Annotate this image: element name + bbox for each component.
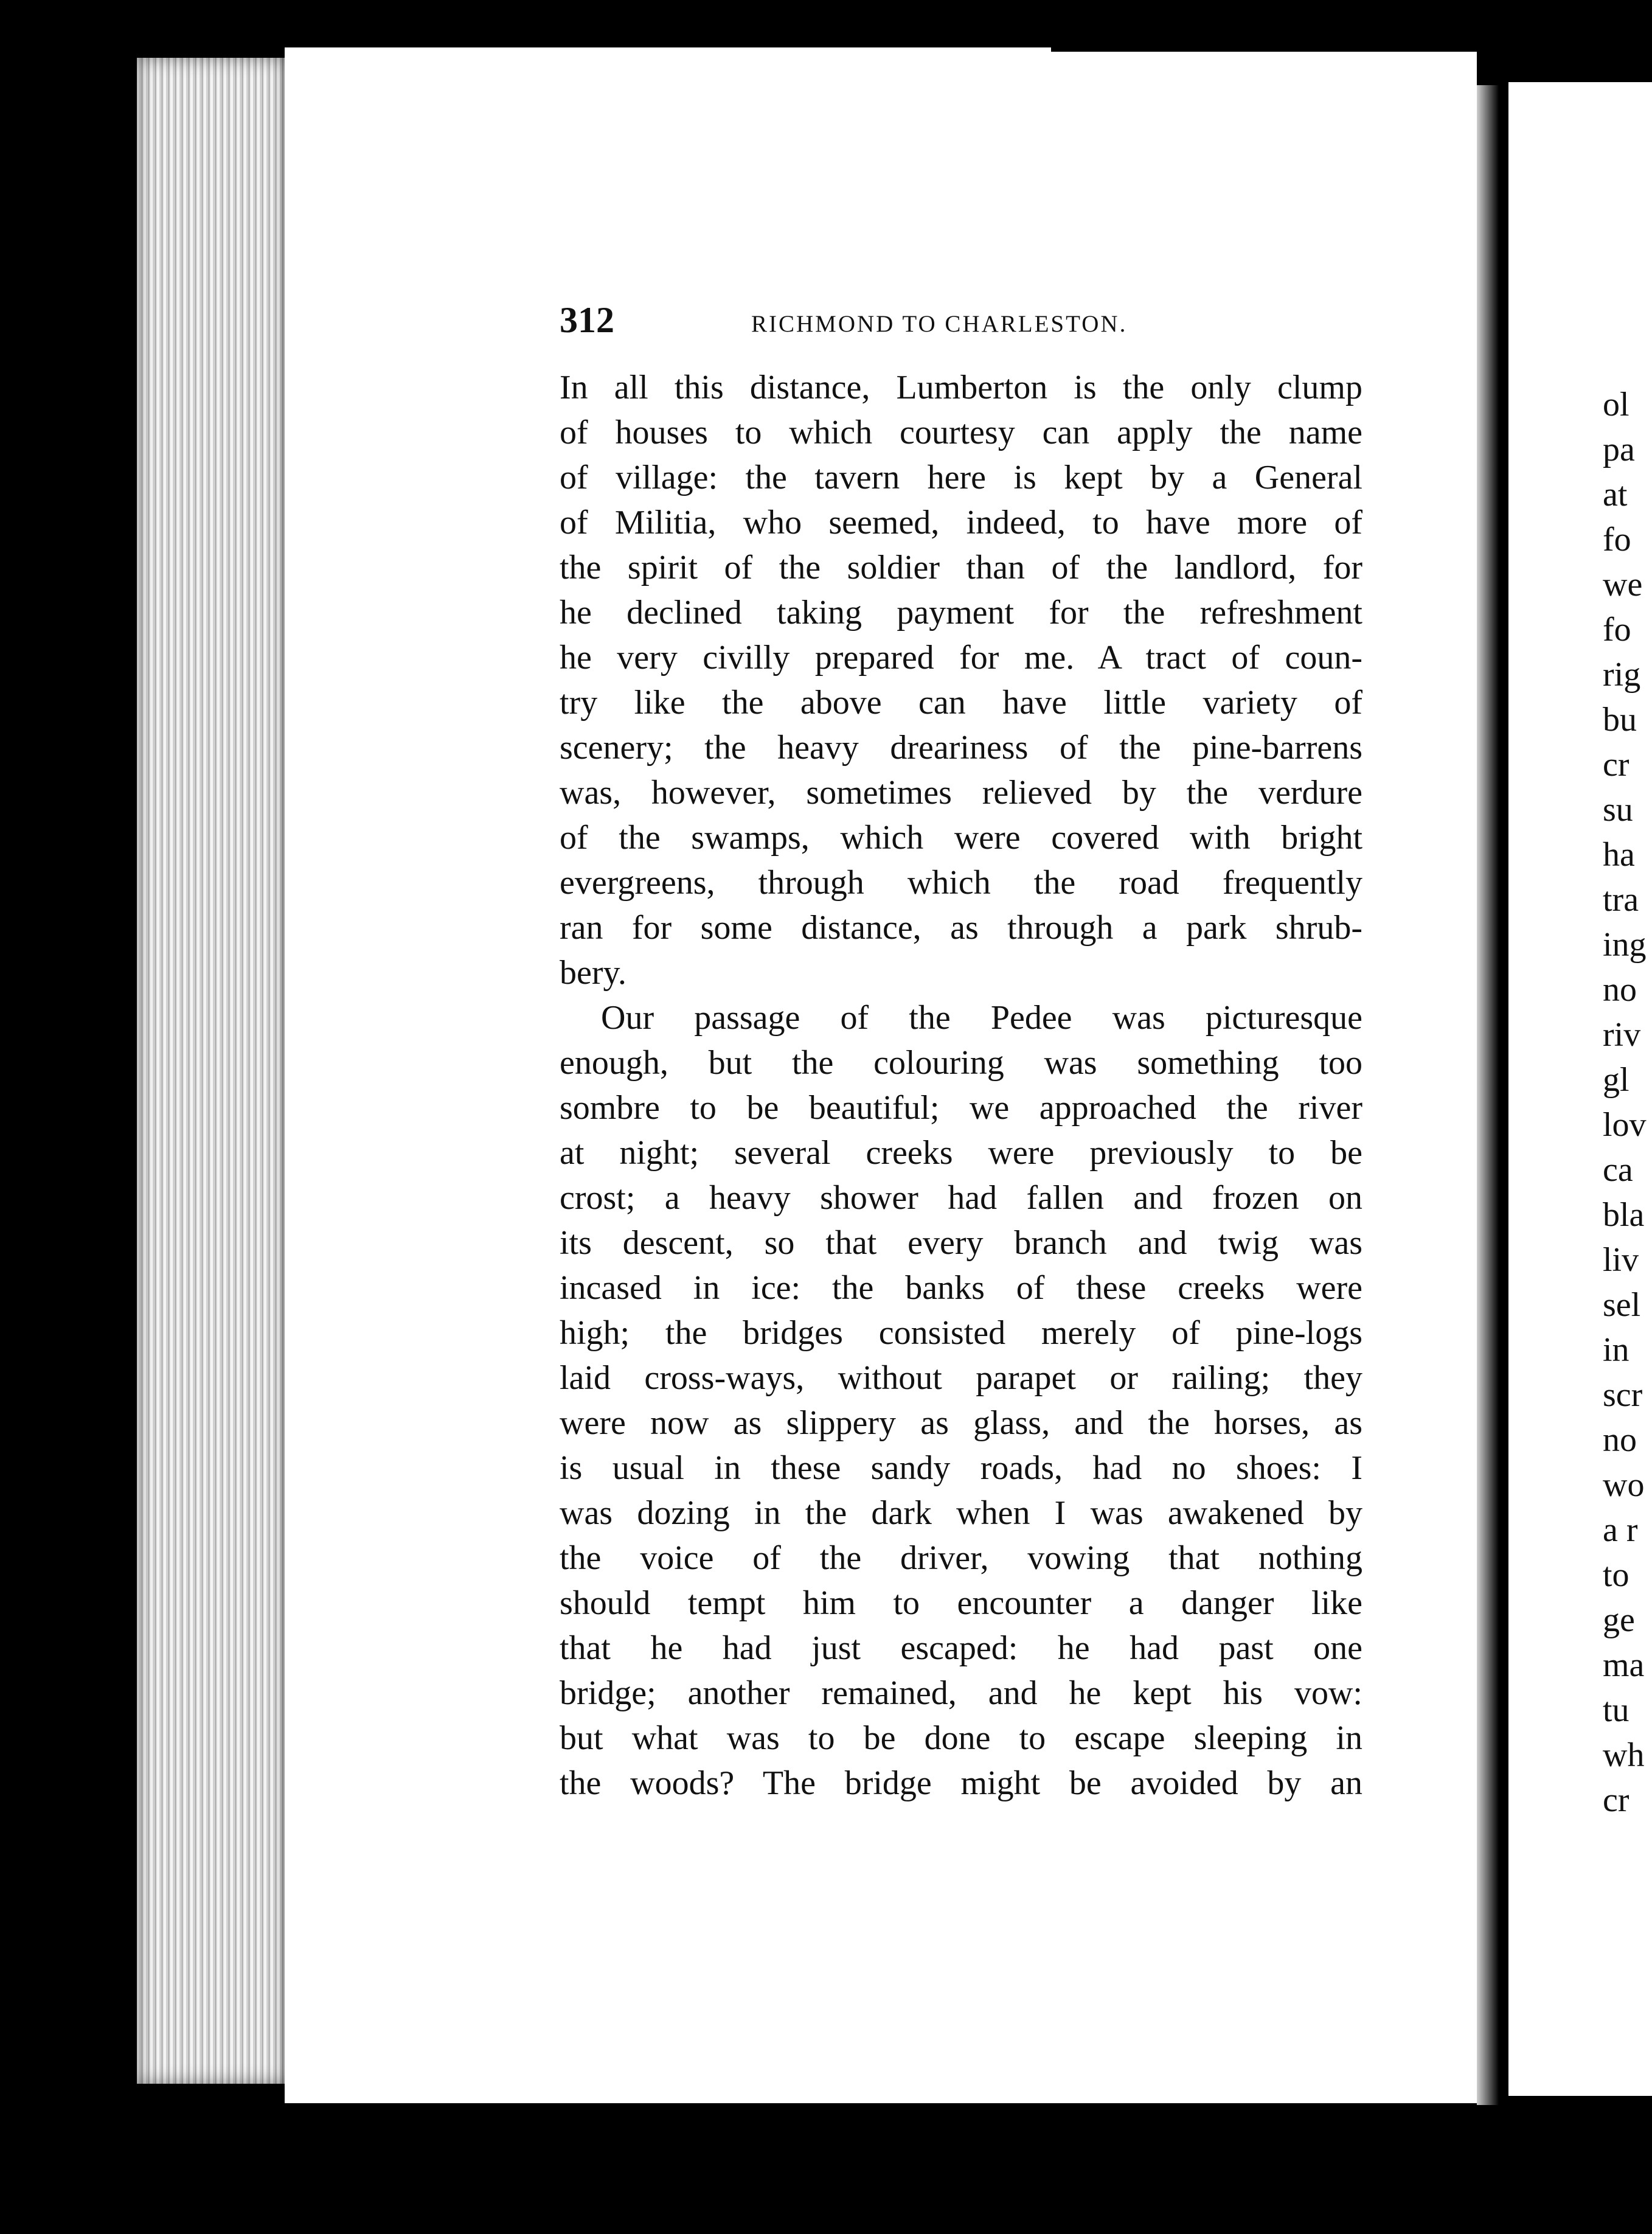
text-line: was dozing in the dark when I was awakened by [560,1494,1362,1532]
text-line: Our passage of the Pedee was picturesque [601,999,1362,1037]
text-line: is usual in these sandy roads, had no shoes: I [560,1449,1362,1487]
facing-page-fragment: a r [1603,1511,1638,1549]
text-line: he very civilly prepared for me. A tract of coun- [560,639,1362,677]
text-line: of houses to which courtesy can apply the name [560,414,1362,451]
facing-page-fragment: rig [1603,656,1641,694]
page-top-edge [285,47,1051,72]
facing-page-fragment: cr [1603,746,1629,784]
text-line: bery. [560,954,626,992]
text-line: try like the above can have little variety of [560,684,1362,722]
text-line: at night; several creeks were previously to be [560,1134,1362,1172]
text-line: evergreens, through which the road frequently [560,864,1362,902]
facing-page-fragment: ca [1603,1151,1633,1189]
running-head: RICHMOND TO CHARLESTON. [751,311,1128,337]
text-line: the voice of the driver, vowing that nothing [560,1539,1362,1577]
facing-page-fragment: to [1603,1556,1629,1594]
text-line: In all this distance, Lumberton is the only clump [560,369,1362,406]
facing-page-fragment: tra [1603,881,1639,919]
facing-page-fragment: no [1603,971,1637,1009]
text-line: was, however, sometimes relieved by the verdure [560,774,1362,812]
facing-page-fragment: no [1603,1421,1637,1459]
text-line: ran for some distance, as through a park shrub- [560,909,1362,947]
book-gutter [1477,85,1508,2105]
text-line: bridge; another remained, and he kept his vow: [560,1674,1362,1712]
facing-page-fragment: we [1603,566,1643,604]
text-line: that he had just escaped: he had past one [560,1629,1362,1667]
text-line: the spirit of the soldier than of the landlord, for [560,549,1362,586]
facing-page-fragment: at [1603,476,1628,513]
facing-page-fragment: cr [1603,1781,1629,1819]
facing-page-fragment: ol [1603,386,1629,423]
text-line: high; the bridges consisted merely of pine-logs [560,1314,1362,1352]
text-line: enough, but the colouring was something too [560,1044,1362,1082]
page-number: 312 [560,300,614,340]
facing-page-fragment: bla [1603,1196,1645,1234]
facing-page-fragment: fo [1603,521,1631,558]
facing-page-fragment: su [1603,791,1633,829]
text-line: should tempt him to encounter a danger like [560,1584,1362,1622]
facing-page-text [1603,382,1647,1823]
facing-page-fragment: ge [1603,1601,1635,1639]
facing-page-fragment: ma [1603,1646,1645,1684]
facing-page-fragment: tu [1603,1691,1629,1729]
text-line: sombre to be beautiful; we approached the river [560,1089,1362,1127]
facing-page-fragment: wh [1603,1736,1645,1774]
text-line: laid cross-ways, without parapet or railing; they [560,1359,1362,1397]
facing-page-fragment: liv [1603,1241,1639,1279]
text-line: its descent, so that every branch and twig was [560,1224,1362,1262]
text-line: crost; a heavy shower had fallen and frozen on [560,1179,1362,1217]
text-line: incased in ice: the banks of these creeks were [560,1269,1362,1307]
facing-page-fragment: fo [1603,611,1631,649]
facing-page-fragment: pa [1603,431,1635,468]
text-line: but what was to be done to escape sleeping in [560,1719,1362,1757]
facing-page-fragment: lov [1603,1106,1647,1144]
text-line: of the swamps, which were covered with bright [560,819,1362,857]
facing-page-fragment: ha [1603,836,1635,874]
facing-page-fragment: riv [1603,1016,1641,1054]
text-line: of village: the tavern here is kept by a General [560,459,1362,496]
text-line: scenery; the heavy dreariness of the pine-barrens [560,729,1362,767]
facing-page-fragment: gl [1603,1061,1629,1099]
facing-page-fragment: bu [1603,701,1637,739]
facing-page-fragment: ing [1603,926,1647,964]
text-line: the woods? The bridge might be avoided by an [560,1764,1362,1802]
page-header [560,299,1235,342]
text-line: of Militia, who seemed, indeed, to have more of [560,504,1362,541]
book-fore-edge [137,58,289,2084]
text-line: were now as slippery as glass, and the horses, as [560,1404,1362,1442]
facing-page-fragment: wo [1603,1466,1645,1504]
facing-page-fragment: sel [1603,1286,1641,1324]
facing-page-fragment: scr [1603,1376,1643,1414]
facing-page-fragment: in [1603,1331,1629,1369]
body-text [560,365,1362,1806]
text-line: he declined taking payment for the refreshment [560,594,1362,632]
